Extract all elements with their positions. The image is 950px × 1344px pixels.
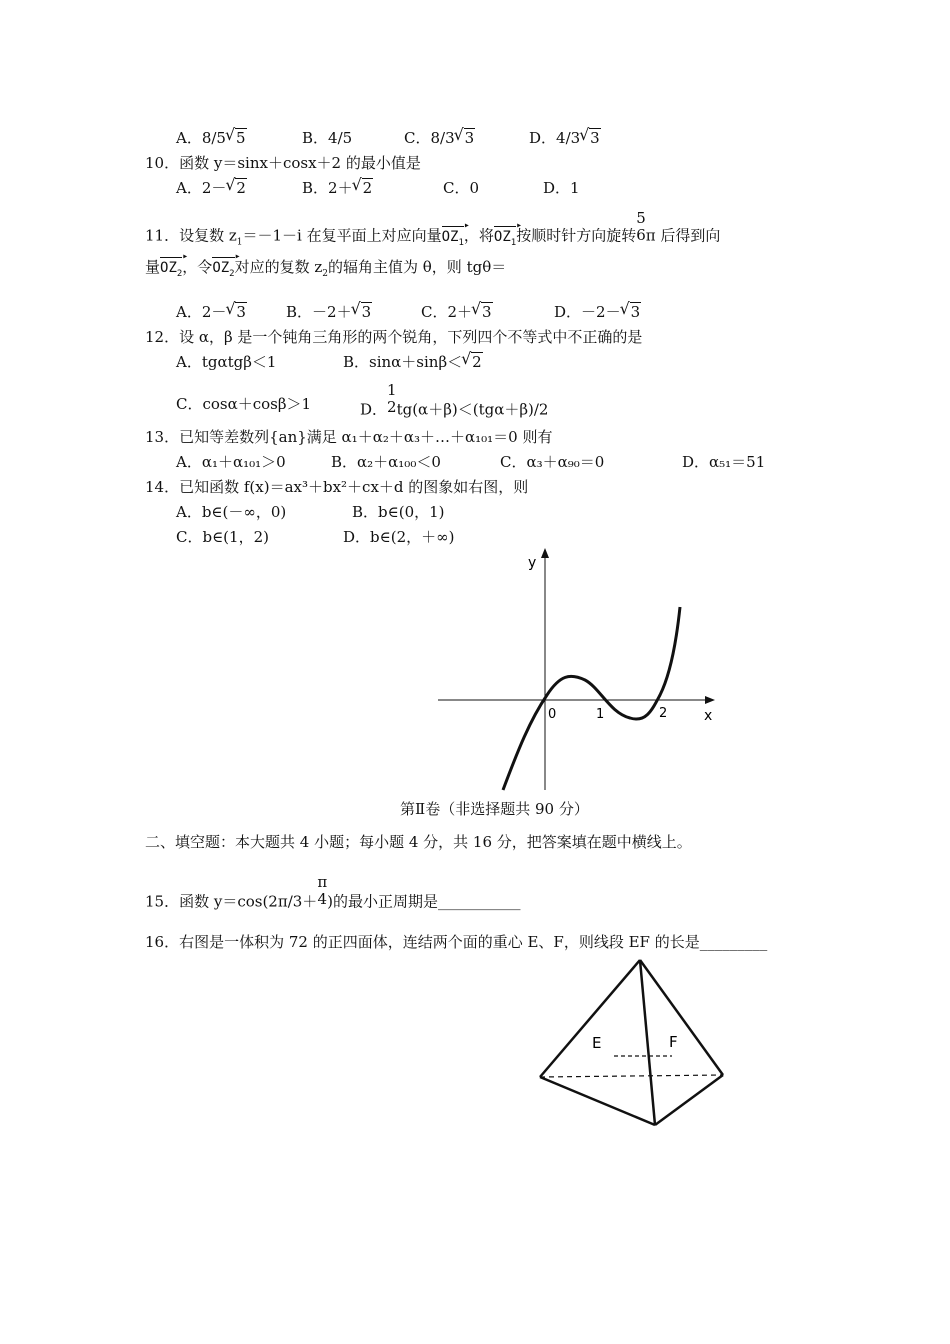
q10-option-c: C．0 — [443, 179, 480, 197]
q11-option-c: C．2＋√ 3 — [421, 302, 493, 322]
q11-option-d: D．－2－√ 3 — [554, 302, 641, 322]
tetrahedron-figure — [530, 955, 730, 1135]
y-axis-arrow — [541, 548, 549, 558]
q13-stem: 13．已知等差数列{an}满足 α₁＋α₂＋α₃＋…＋α₁₀₁＝0 则有 — [145, 428, 553, 446]
edge-right-front — [655, 1075, 723, 1125]
q13-option-c: C．α₃＋α₉₀＝0 — [500, 453, 605, 471]
edge-apex-left — [540, 960, 640, 1077]
vector-oz2-ref: $OZ_2$ ▸ — [212, 257, 234, 284]
vector-oz1-ref: $OZ_1$ ▸ — [494, 226, 516, 253]
q11-option-b: B．－2＋√ 3 — [286, 302, 372, 322]
q9-option-d: D．4/3√ 3 — [529, 128, 601, 148]
fraction-1-2: 1 2 — [387, 381, 397, 416]
q14-stem: 14．已知函数 f(x)＝ax³＋bx²＋cx＋d 的图象如右图，则 — [145, 478, 529, 496]
q11-stem-line1: 11．设复数 $z_1=-1-i$ 在复平面上对应向量$OZ_1$ ▸，将$OZ_1$ ▸按顺时针方向旋转 5 6 π 后得到向 — [145, 220, 720, 253]
q12-option-b: B．sinα＋sinβ＜√ 2 — [343, 352, 483, 372]
q16-stem: 16．右图是一体积为 72 的正四面体，连结两个面的重心 E、F，则线段 EF 的长是_________ — [145, 933, 768, 951]
section-2-instructions: 二、填空题：本大题共 4 小题；每小题 4 分，共 16 分，把答案填在题中横线上。 — [145, 833, 692, 851]
vector-oz1: $OZ_1$ ▸ — [442, 226, 464, 253]
edge-apex-right — [640, 960, 723, 1075]
cubic-graph — [430, 545, 730, 795]
hidden-edge-back — [540, 1075, 723, 1077]
x-axis-label: x — [704, 708, 713, 724]
tick-label-0: 0 — [548, 707, 557, 722]
q11-option-a: A．2－√ 3 — [176, 302, 247, 322]
q9-option-b: B．4/5 — [302, 129, 353, 147]
q14-option-a: A．b∈(－∞，0) — [176, 503, 287, 521]
q12-stem: 12．设 α，β 是一个钝角三角形的两个锐角，下列四个不等式中不正确的是 — [145, 328, 643, 346]
label-f: F — [669, 1033, 678, 1051]
section-2-title: 第Ⅱ卷（非选择题共 90 分） — [400, 800, 589, 818]
q12-option-a: A．tgαtgβ＜1 — [176, 353, 277, 371]
q12-option-c: C．cosα＋cosβ＞1 — [176, 395, 312, 413]
q13-option-d: D．α₅₁＝51 — [682, 453, 766, 471]
fraction-pi-4: π 4 — [317, 873, 328, 908]
q13-option-b: B．α₂＋α₁₀₀＜0 — [331, 453, 441, 471]
q14-option-c: C．b∈(1，2) — [176, 528, 269, 546]
q9-option-c: C．8/3√ 3 — [404, 128, 475, 148]
q9-option-a: A．8/5√ 5 — [176, 128, 247, 148]
x-axis-arrow — [705, 696, 715, 704]
label-e: E — [592, 1034, 602, 1052]
q14-option-b: B．b∈(0，1) — [352, 503, 445, 521]
q12-option-d: D． 1 2 tg(α＋β)＜(tgα＋β)/2 — [360, 381, 549, 419]
fraction-5-6: 5 6 — [636, 209, 646, 244]
tick-label-1: 1 — [596, 707, 605, 722]
edge-apex-front — [640, 960, 655, 1125]
cubic-curve — [503, 607, 680, 790]
edge-left-front — [540, 1077, 655, 1125]
q10-option-b: B．2＋√ 2 — [302, 178, 373, 198]
y-axis-label: y — [528, 555, 537, 571]
q10-stem: 10．函数 y＝sinx＋cosx＋2 的最小值是 — [145, 154, 421, 172]
q15-stem: 15．函数 y＝cos(2π/3＋ π 4 )的最小正周期是___________ — [145, 873, 521, 911]
vector-oz2: $OZ_2$ ▸ — [160, 257, 182, 284]
tick-label-2: 2 — [659, 706, 668, 721]
q10-option-d: D．1 — [543, 179, 580, 197]
q14-option-d: D．b∈(2，＋∞) — [343, 528, 455, 546]
q10-option-a: A．2－√ 2 — [176, 178, 247, 198]
q11-stem-line2: 量$OZ_2$ ▸，令$OZ_2$ ▸对应的复数 $z_2$的辐角主值为 θ，则 tgθ＝ — [145, 257, 506, 284]
q13-option-a: A．α₁＋α₁₀₁＞0 — [176, 453, 286, 471]
